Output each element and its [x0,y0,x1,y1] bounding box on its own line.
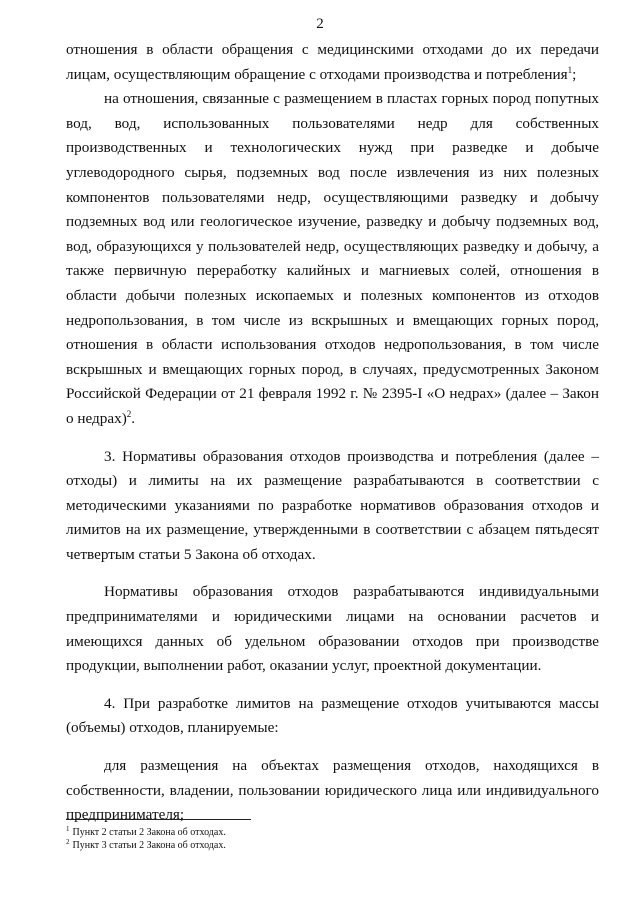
footnotes [66,826,606,852]
footnote-2-number: 2 [66,837,70,846]
footnote-2 [66,839,606,852]
paragraph-3: 3. Нормативы образования отходов производства и потребления (далее – отходы) и лимиты на их размещение разрабатываются в соответствии с методическими указаниями по разработке нормативов образования отходов и лимитов на их размещение, утвержденными в соответствии с абзацем пятьдесят четвертым статьи 5 Закона об отходах. [66,447,599,563]
footnote-1 [66,826,606,839]
footnote-2-text: Пункт 3 статьи 2 Закона об отходах. [72,840,226,851]
paragraph-6: для размещения на объектах размещения отходов, находящихся в собственности, владении, пользовании юридического лица или индивидуального предпринимателя; [66,757,599,824]
footnote-ref-2: 2 [126,408,132,419]
paragraph-5: 4. При разработке лимитов на размещение отходов учитываются массы (объемы) отходов, планируемые: [66,694,599,737]
paragraph-1 [66,38,599,87]
footnote-1-text: Пункт 2 статьи 2 Закона об отходах. [72,827,226,838]
footnote-1-number: 1 [66,824,70,833]
paragraph-2: на отношения, связанные с размещением в пластах горных пород попутных вод, вод, использованных пользователями недр для собственных производственных и технологических нужд при разведке и добыче углеводородного сырья, подземных вод после извлечения из них полезных компонентов пользователями недр, осуществляющими разведку и добычу подземных вод или геологическое изучение, разведку и добычу подземных вод, вод, образующихся у пользователей недр, осуществляющих разведку и добычу, а также первичную переработку калийных и магниевых солей, отношения в области добычи полезных ископаемых и полезных компонентов из отходов недропользования, в том числе из вскрышных и вмещающих горных пород, отношения в области использования отходов недропользования, в том числе вскрышных и вмещающих горных пород, в случаях, предусмотренных Законом Российской Федерации от 21 февраля 1992 г. № 2395-I «О недрах» (далее – Закон о недрах)$^2$. [66,90,599,427]
page-number: 2 [316,16,324,32]
paragraph-1-end: ; [572,65,577,83]
footnote-ref-1: 1 [567,64,573,75]
paragraph-2-text: на отношения, связанные с размещением в пластах горных пород попутных вод, вод, использованных пользователями недр для собственных производственных и технологических нужд при разведке и добыче углеводородного сырья, подземных вод после извлечения из них полезных компонентов пользователями недр, осуществляющими разведку и добычу подземных вод или геологическое изучение, разведку и добычу подземных вод, вод, образующихся у пользователей недр, осуществляющих разведку и добычу, а также первичную переработку калийных и магниевых солей, отношения в области добычи полезных ископаемых и полезных компонентов из отходов недропользования, в том числе из вскрышных и вмещающих горных пород, отношения в области использования отходов недропользования, в том числе вскрышных и вмещающих горных пород, в случаях, предусмотренных Законом Российской Федерации от 21 февраля 1992 г. № 2395-I «О недрах» (далее – Закон о недрах) [66,90,599,427]
document-body [66,38,599,828]
paragraph-4: Нормативы образования отходов разрабатываются индивидуальными предпринимателями и юридическими лицами на основании расчетов и имеющихся данных об удельном образовании отходов при производстве продукции, выполнении работ, оказании услуг, проектной документации. [66,583,599,675]
paragraph-1-text: отношения в области обращения с медицинскими отходами до их передачи лицам, осуществляющим обращение с отходами производства и потребления [66,41,599,83]
footnote-separator [66,819,251,820]
